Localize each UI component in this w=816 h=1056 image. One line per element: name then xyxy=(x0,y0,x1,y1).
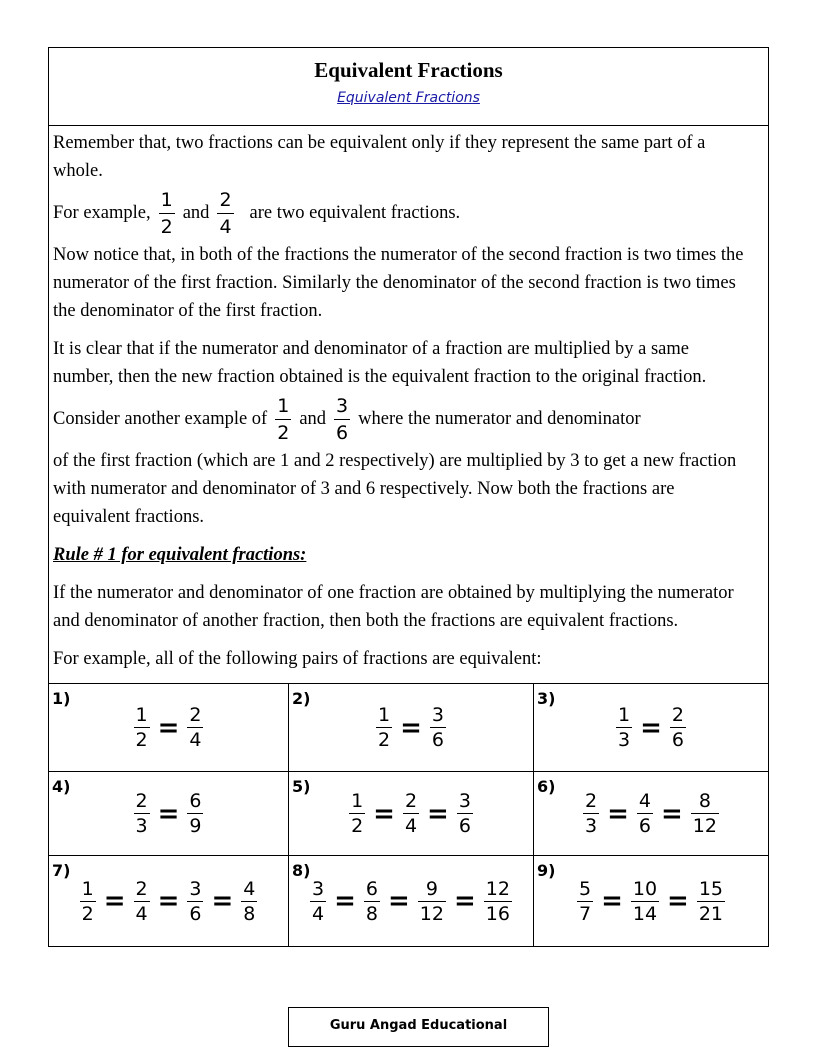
numerator: 2 xyxy=(404,790,418,812)
paragraph-examples-intro: For example, all of the following pairs of fractions are equivalent: xyxy=(53,649,542,669)
fraction xyxy=(187,879,203,924)
fraction xyxy=(376,705,392,750)
numerator: 3 xyxy=(458,790,471,812)
page-title: Equivalent Fractions xyxy=(314,58,503,82)
denominator: 4 xyxy=(404,815,418,837)
denominator: 7 xyxy=(578,902,592,925)
example-two xyxy=(53,391,750,447)
numerator: 1 xyxy=(277,394,290,417)
fraction xyxy=(80,879,96,924)
numerator: 9 xyxy=(425,877,438,900)
denominator: 2 xyxy=(81,902,94,925)
fraction xyxy=(457,791,473,836)
fraction xyxy=(134,705,150,750)
example-two-suffix: where the numerator and denominator xyxy=(358,409,641,429)
numerator: 3 xyxy=(431,704,444,726)
example-number: 7) xyxy=(52,861,71,880)
numerator: 5 xyxy=(578,877,592,900)
example-number: 3) xyxy=(537,689,556,708)
numerator: 10 xyxy=(632,877,658,900)
example-number: 2) xyxy=(292,689,311,708)
fraction-equation xyxy=(306,879,516,924)
numerator: 2 xyxy=(671,704,684,726)
equals-sign: = xyxy=(661,798,683,829)
equals-sign: = xyxy=(640,712,662,743)
equals-sign: = xyxy=(601,886,623,916)
paragraph-intro: Remember that, two fractions can be equivalent only if they represent the same part of a whole. xyxy=(53,133,706,181)
numerator: 15 xyxy=(698,877,724,900)
example-cell xyxy=(289,772,534,856)
equals-sign: = xyxy=(400,712,422,743)
numerator: 2 xyxy=(219,188,232,211)
example-number: 5) xyxy=(292,777,311,796)
example-one-and: and xyxy=(182,203,210,223)
numerator: 1 xyxy=(160,188,173,211)
worksheet xyxy=(48,47,769,947)
fraction xyxy=(430,705,446,750)
equals-sign: = xyxy=(157,886,180,916)
fraction xyxy=(187,791,203,836)
denominator: 12 xyxy=(419,902,444,925)
denominator: 6 xyxy=(334,419,350,443)
examples-grid xyxy=(49,683,768,946)
example-number: 4) xyxy=(52,777,71,796)
denominator: 2 xyxy=(159,213,175,237)
fraction-equation xyxy=(573,879,729,924)
paragraph-multiply-rule: It is clear that if the numerator and denominator of a fraction are multiplied by a same number, then the new fraction obtained is the equivalent fraction to the original fraction. xyxy=(53,339,707,387)
fraction-equation xyxy=(579,791,723,836)
denominator: 2 xyxy=(378,729,391,751)
fraction xyxy=(697,879,725,924)
fraction xyxy=(241,879,257,924)
example-cell xyxy=(49,856,289,946)
denominator: 6 xyxy=(458,815,471,837)
example-cell xyxy=(289,856,534,946)
denominator: 3 xyxy=(135,815,148,837)
fraction xyxy=(631,879,659,924)
denominator: 6 xyxy=(189,902,202,925)
numerator: 12 xyxy=(485,877,510,900)
numerator: 6 xyxy=(189,790,202,812)
numerator: 1 xyxy=(135,704,148,726)
numerator: 3 xyxy=(336,394,349,417)
fraction xyxy=(637,791,653,836)
denominator: 14 xyxy=(632,902,658,925)
fraction xyxy=(403,791,419,836)
example-one-prefix: For example, xyxy=(53,203,151,223)
denominator: 16 xyxy=(485,902,510,925)
equals-sign: = xyxy=(334,886,356,916)
subtitle-link[interactable]: Equivalent Fractions xyxy=(337,90,480,106)
example-number: 6) xyxy=(537,777,556,796)
denominator: 4 xyxy=(135,902,148,925)
equals-sign: = xyxy=(607,798,629,829)
denominator: 21 xyxy=(698,902,724,925)
fraction xyxy=(577,879,593,924)
paragraph-rule-text: If the numerator and denominator of one fraction are obtained by multiplying the numerator and denominator of another fraction, then both the fractions are equivalent fractions. xyxy=(53,583,734,631)
denominator: 2 xyxy=(351,815,364,837)
numerator: 1 xyxy=(378,704,391,726)
example-cell xyxy=(49,684,289,772)
fraction xyxy=(484,879,512,924)
equals-sign: = xyxy=(373,798,395,829)
denominator: 2 xyxy=(275,419,291,443)
equals-sign: = xyxy=(453,886,476,916)
example-number: 9) xyxy=(537,861,556,880)
denominator: 6 xyxy=(671,729,684,751)
fraction xyxy=(418,879,446,924)
example-cell xyxy=(534,684,768,772)
equals-sign: = xyxy=(157,798,180,829)
fraction xyxy=(275,396,291,443)
denominator: 4 xyxy=(217,213,233,237)
equals-sign: = xyxy=(388,886,410,916)
equals-sign: = xyxy=(103,886,126,916)
denominator: 3 xyxy=(618,729,631,751)
example-cell xyxy=(534,856,768,946)
denominator: 8 xyxy=(243,902,256,925)
fraction xyxy=(159,190,175,237)
fraction xyxy=(334,396,350,443)
example-one-suffix: are two equivalent fractions. xyxy=(249,203,461,223)
denominator: 3 xyxy=(585,815,598,837)
fraction-equation xyxy=(130,791,208,836)
numerator: 1 xyxy=(81,877,94,900)
denominator: 8 xyxy=(365,902,378,925)
numerator: 3 xyxy=(312,877,325,900)
numerator: 2 xyxy=(585,790,598,812)
denominator: 9 xyxy=(189,815,202,837)
worksheet-header xyxy=(49,48,768,126)
numerator: 1 xyxy=(618,704,631,726)
example-number: 8) xyxy=(292,861,311,880)
equals-sign: = xyxy=(667,886,689,916)
numerator: 2 xyxy=(189,704,202,726)
numerator: 8 xyxy=(698,790,711,812)
denominator: 12 xyxy=(692,815,717,837)
fraction-equation xyxy=(372,705,450,750)
equals-sign: = xyxy=(427,798,449,829)
fraction xyxy=(310,879,326,924)
rule-heading: Rule # 1 for equivalent fractions: xyxy=(53,545,307,565)
numerator: 6 xyxy=(365,877,378,900)
paragraph-numerator-note: Now notice that, in both of the fractions the numerator of the second fraction is two times the numerator of the first fraction. Similarly the denominator of the second fraction is two times the denominator of the first fraction. xyxy=(53,245,744,321)
numerator: 1 xyxy=(351,790,364,812)
fraction xyxy=(691,791,719,836)
fraction xyxy=(583,791,599,836)
numerator: 2 xyxy=(135,877,148,900)
footer-credit: Guru Angad Educational xyxy=(288,1007,549,1047)
denominator: 2 xyxy=(135,729,148,751)
fraction-equation xyxy=(76,879,262,924)
fraction xyxy=(134,879,150,924)
example-cell xyxy=(289,684,534,772)
fraction xyxy=(364,879,380,924)
numerator: 4 xyxy=(638,790,651,812)
example-number: 1) xyxy=(52,689,71,708)
fraction-equation xyxy=(612,705,690,750)
fraction xyxy=(349,791,365,836)
fraction xyxy=(187,705,203,750)
denominator: 4 xyxy=(312,902,325,925)
example-one xyxy=(53,185,750,241)
denominator: 4 xyxy=(189,729,202,751)
example-cell xyxy=(534,772,768,856)
lesson-content xyxy=(49,126,768,673)
fraction xyxy=(134,791,150,836)
paragraph-example-two-explanation: of the first fraction (which are 1 and 2 respectively) are multiplied by 3 to get a new fraction with numerator and denominator of 3 and 6 respectively. Now both the fractions are equivalent fractions. xyxy=(53,451,737,527)
example-two-and: and xyxy=(299,409,327,429)
denominator: 6 xyxy=(431,729,444,751)
fraction-equation xyxy=(345,791,477,836)
denominator: 6 xyxy=(638,815,651,837)
fraction xyxy=(670,705,686,750)
numerator: 4 xyxy=(243,877,256,900)
fraction xyxy=(616,705,632,750)
equals-sign: = xyxy=(211,886,234,916)
fraction xyxy=(217,190,233,237)
fraction-equation xyxy=(130,705,208,750)
example-cell xyxy=(49,772,289,856)
numerator: 2 xyxy=(135,790,148,812)
example-two-prefix: Consider another example of xyxy=(53,409,268,429)
numerator: 3 xyxy=(189,877,202,900)
equals-sign: = xyxy=(157,712,180,743)
